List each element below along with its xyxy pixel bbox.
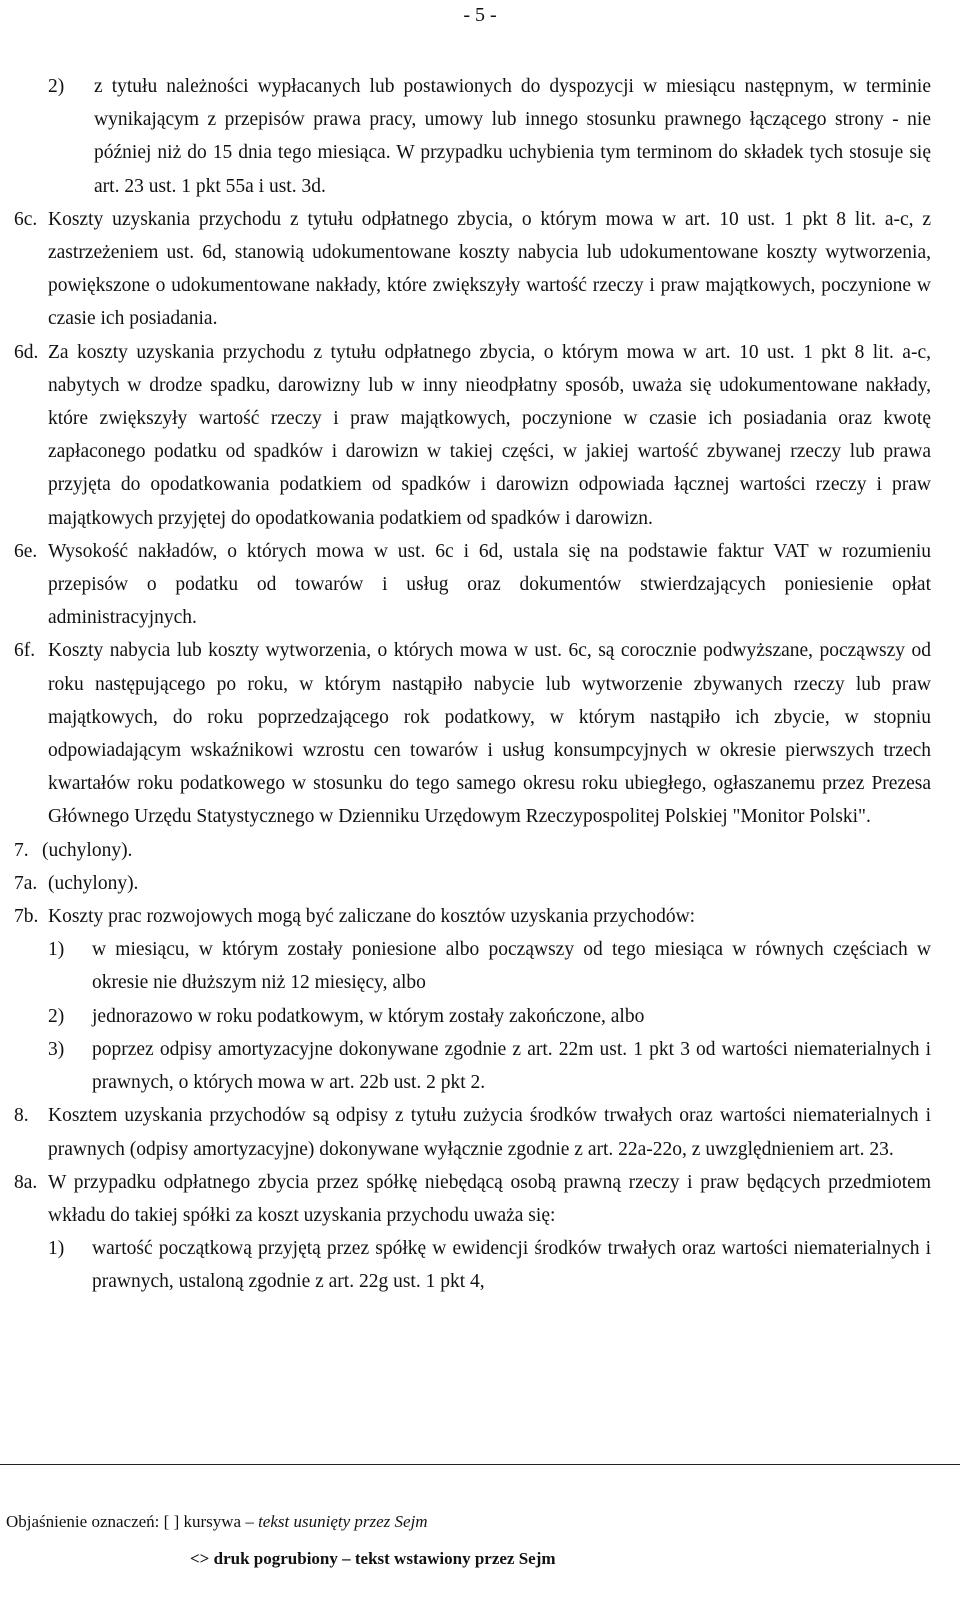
item-marker: 2) (48, 76, 65, 97)
list-item (14, 1232, 931, 1298)
paragraph-text: W przypadku odpłatnego zbycia przez spółkę niebędącą osobą prawną rzeczy i praw będących przedmiotem wkładu do takiej spółki za koszt uzyskania przychodu uważa się: (48, 1171, 931, 1226)
paragraph (14, 1099, 931, 1165)
paragraph-text: Kosztem uzyskania przychodów są odpisy z tytułu zużycia środków trwałych oraz wartości niematerialnych i prawnych (odpisy amortyzacyjne) dokonywane wyłącznie zgodnie z art. 22a-22o, z uwzględnieniem art. 23. (48, 1105, 931, 1160)
paragraph-marker: 6f. (14, 640, 36, 662)
footer-divider (0, 1464, 960, 1465)
list-item (14, 933, 931, 999)
paragraph-text: Koszty prac rozwojowych mogą być zaliczane do kosztów uzyskania przychodów: (48, 906, 696, 928)
item-text: poprzez odpisy amortyzacyjne dokonywane zgodnie z art. 22m ust. 1 pkt 3 od wartości niematerialnych i prawnych, o których mowa w art. 22b ust. 2 pkt 2. (92, 1038, 931, 1094)
paragraph-text: (uchylony). (48, 872, 139, 894)
paragraph-marker: 6d. (14, 341, 39, 363)
paragraph-marker: 7. (14, 839, 29, 861)
legend-brackets: [ ] kursywa (163, 1512, 242, 1531)
paragraph-marker: 7a. (14, 872, 38, 894)
list-item (14, 70, 931, 203)
document-body (14, 70, 931, 1299)
paragraph (14, 203, 931, 336)
paragraph (14, 634, 931, 833)
paragraph-marker: 8a. (14, 1171, 38, 1193)
paragraph-text: Koszty uzyskania przychodu z tytułu odpłatnego zbycia, o którym mowa w art. 10 ust. 1 pkt 8 lit. a-c, z zastrzeżeniem ust. 6d, stanowią udokumentowane koszty nabycia lub udokumentowane koszty wytworzenia, powiększone o udokumentowane nakłady, które zwiększyły wartość rzeczy i praw majątkowych, poczynione w czasie ich posiadania. (48, 208, 931, 330)
legend-line (6, 1512, 428, 1532)
item-text: w miesiącu, w którym zostały poniesione albo począwszy od tego miesiąca w równych częściach w okresie nie dłuższym niż 12 miesięcy, albo (92, 939, 931, 994)
list-item (14, 1000, 931, 1033)
item-text: jednorazowo w roku podatkowym, w którym zostały zakończone, albo (92, 1005, 645, 1027)
item-text: wartość początkową przyjętą przez spółkę w ewidencji środków trwałych oraz wartości niematerialnych i prawnych, ustaloną zgodnie z art. 22g ust. 1 pkt 4, (92, 1238, 931, 1293)
paragraph (14, 1166, 931, 1232)
paragraph-text: Za koszty uzyskania przychodu z tytułu odpłatnego zbycia, o którym mowa w art. 10 ust. 1 pkt 8 lit. a-c, nabytych w drodze spadku, darowizny lub w inny nieodpłatny sposób, uważa się udokumentowane nakłady, które zwiększyły wartość rzeczy i praw majątkowych, poczynione w czasie ich posiadania oraz kwotę zapłaconego podatku od spadków i darowizn w takiej części, w jakiej wartość zbywanej rzeczy lub prawa przyjęta do opodatkowania podatkiem od spadków i darowizn odpowiada łącznej wartości rzeczy i praw majątkowych przyjętej do opodatkowania podatkiem od spadków i darowizn. (48, 341, 931, 529)
paragraph-text: (uchylony). (42, 839, 133, 861)
paragraph (14, 834, 931, 867)
item-marker: 2) (48, 1005, 65, 1027)
paragraph-text: Koszty nabycia lub koszty wytworzenia, o których mowa w ust. 6c, są corocznie podwyższane, począwszy od roku następującego po roku, w którym nastąpiło nabycie lub wytworzenie zbywanych rzeczy lub praw majątkowych, do roku poprzedzającego rok podatkowy, w którym nastąpiło ich zbycie, w stopniu odpowiadającym wskaźnikowi wzrostu cen towarów i usług konsumpcyjnych w okresie pierwszych trzech kwartałów roku podatkowego w stosunku do tego samego okresu roku ubiegłego, ogłaszanemu przez Prezesa Głównego Urzędu Statystycznego w Dzienniku Urzędowym Rzeczypospolitej Polskiej "Monitor Polski". (48, 640, 931, 828)
legend-removed-text: tekst usunięty przez Sejm (258, 1512, 428, 1531)
item-marker: 3) (48, 1038, 65, 1060)
list-item (14, 1033, 931, 1099)
paragraph (14, 535, 931, 635)
paragraph (14, 336, 931, 535)
paragraph (14, 900, 931, 933)
paragraph (14, 867, 931, 900)
paragraph-marker: 7b. (14, 906, 39, 928)
legend-dash: – (245, 1512, 254, 1531)
paragraph-marker: 6c. (14, 208, 38, 230)
item-text: z tytułu należności wypłacanych lub postawionych do dyspozycji w miesiącu następnym, w terminie wynikającym z przepisów prawa pracy, umowy lub innego stosunku prawnego łączącego strony - nie później niż do 15 dnia tego miesiąca. W przypadku uchybienia tym terminom do składek tych stosuje się art. 23 ust. 1 pkt 55a i ust. 3d. (94, 76, 931, 197)
page-number: - 5 - (463, 4, 497, 26)
legend-inserted-text: <> druk pogrubiony – tekst wstawiony przez Sejm (190, 1549, 556, 1568)
legend-label: Objaśnienie oznaczeń: (6, 1512, 160, 1531)
paragraph-text: Wysokość nakładów, o których mowa w ust. 6c i 6d, ustala się na podstawie faktur VAT w rozumieniu przepisów o podatku od towarów i usług oraz dokumentów stwierdzających poniesienie opłat administracyjnych. (48, 540, 931, 629)
item-marker: 1) (48, 939, 65, 961)
paragraph-marker: 6e. (14, 540, 38, 562)
item-marker: 1) (48, 1238, 65, 1260)
paragraph-marker: 8. (14, 1105, 29, 1127)
